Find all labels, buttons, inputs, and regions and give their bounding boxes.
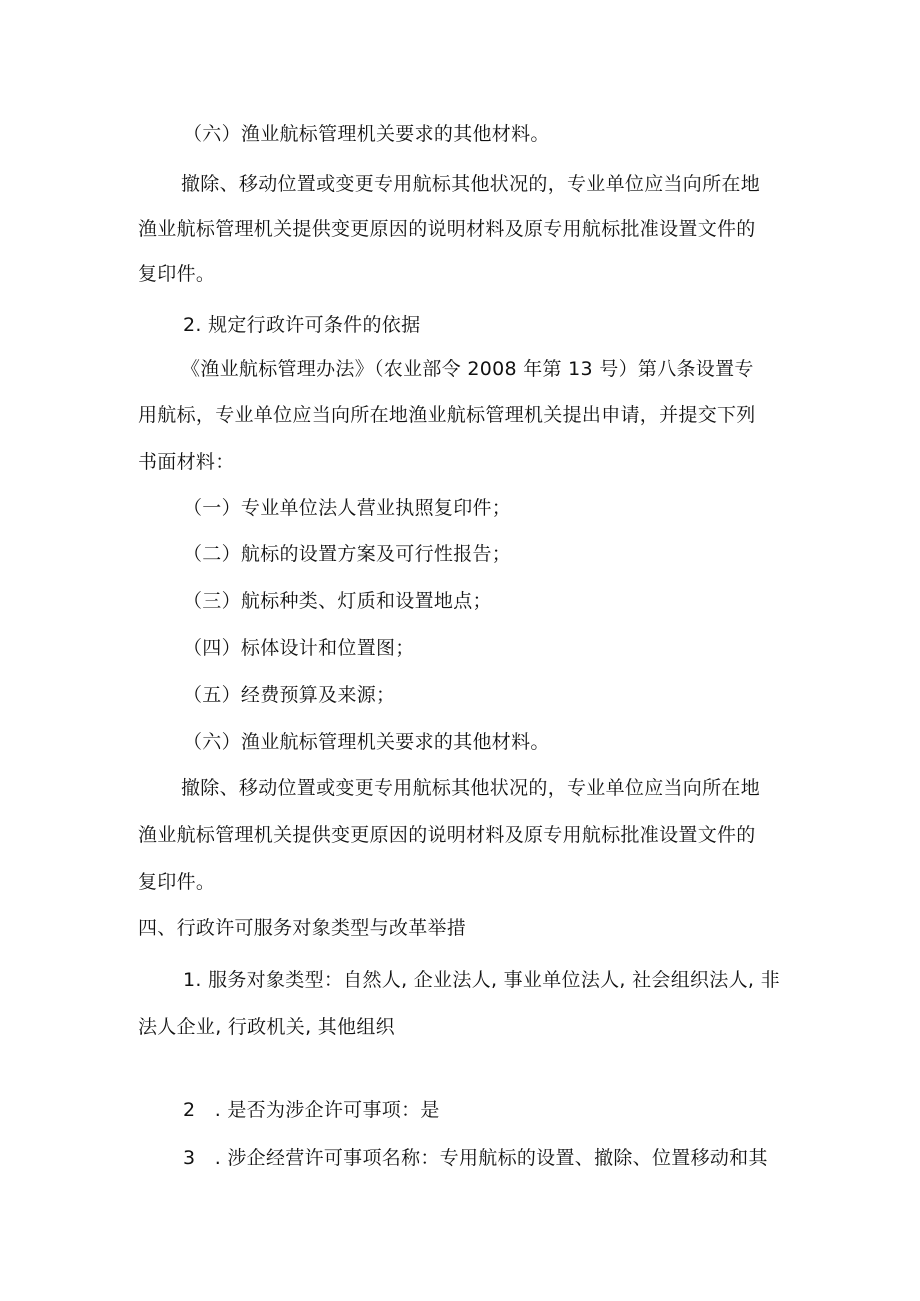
material-item-3: （三）航标种类、灯质和设置地点； <box>183 590 492 612</box>
material-item-6: （六）渔业航标管理机关要求的其他材料。 <box>183 123 550 145</box>
material-item-4: （四）标体设计和位置图； <box>183 637 415 659</box>
paragraph-line: 撤除、移动位置或变更专用航标其他状况的，专业单位应当向所在地 <box>181 173 761 195</box>
paragraph-line: 书面材料： <box>138 451 235 473</box>
section-heading: 四、行政许可服务对象类型与改革举措 <box>138 917 467 939</box>
material-item-5: （五）经费预算及来源； <box>183 684 396 706</box>
paragraph-line: 渔业航标管理机关提供变更原因的说明材料及原专用航标批准设置文件的 <box>138 824 756 846</box>
section-heading: 2. 规定行政许可条件的依据 <box>183 314 421 336</box>
paragraph-line: 复印件。 <box>138 871 216 893</box>
material-item-1: （一）专业单位法人营业执照复印件； <box>183 497 512 519</box>
paragraph-line: 撤除、移动位置或变更专用航标其他状况的，专业单位应当向所在地 <box>181 777 761 799</box>
material-item-6: （六）渔业航标管理机关要求的其他材料。 <box>183 731 550 753</box>
material-item-2: （二）航标的设置方案及可行性报告； <box>183 543 512 565</box>
paragraph-line: 3 . 涉企经营许可事项名称：专用航标的设置、撤除、位置移动和其 <box>183 1147 768 1169</box>
paragraph-line: 《渔业航标管理办法》（农业部令 2008 年第 13 号）第八条设置专 <box>181 358 754 380</box>
paragraph-line: 复印件。 <box>138 263 216 285</box>
paragraph-line: 用航标，专业单位应当向所在地渔业航标管理机关提出申请，并提交下列 <box>138 404 756 426</box>
paragraph-line: 1. 服务对象类型：自然人, 企业法人, 事业单位法人, 社会组织法人, 非 <box>183 969 780 991</box>
paragraph-line: 2 . 是否为涉企许可事项：是 <box>183 1099 440 1121</box>
paragraph-line: 法人企业, 行政机关, 其他组织 <box>138 1016 395 1038</box>
paragraph-line: 渔业航标管理机关提供变更原因的说明材料及原专用航标批准设置文件的 <box>138 218 756 240</box>
